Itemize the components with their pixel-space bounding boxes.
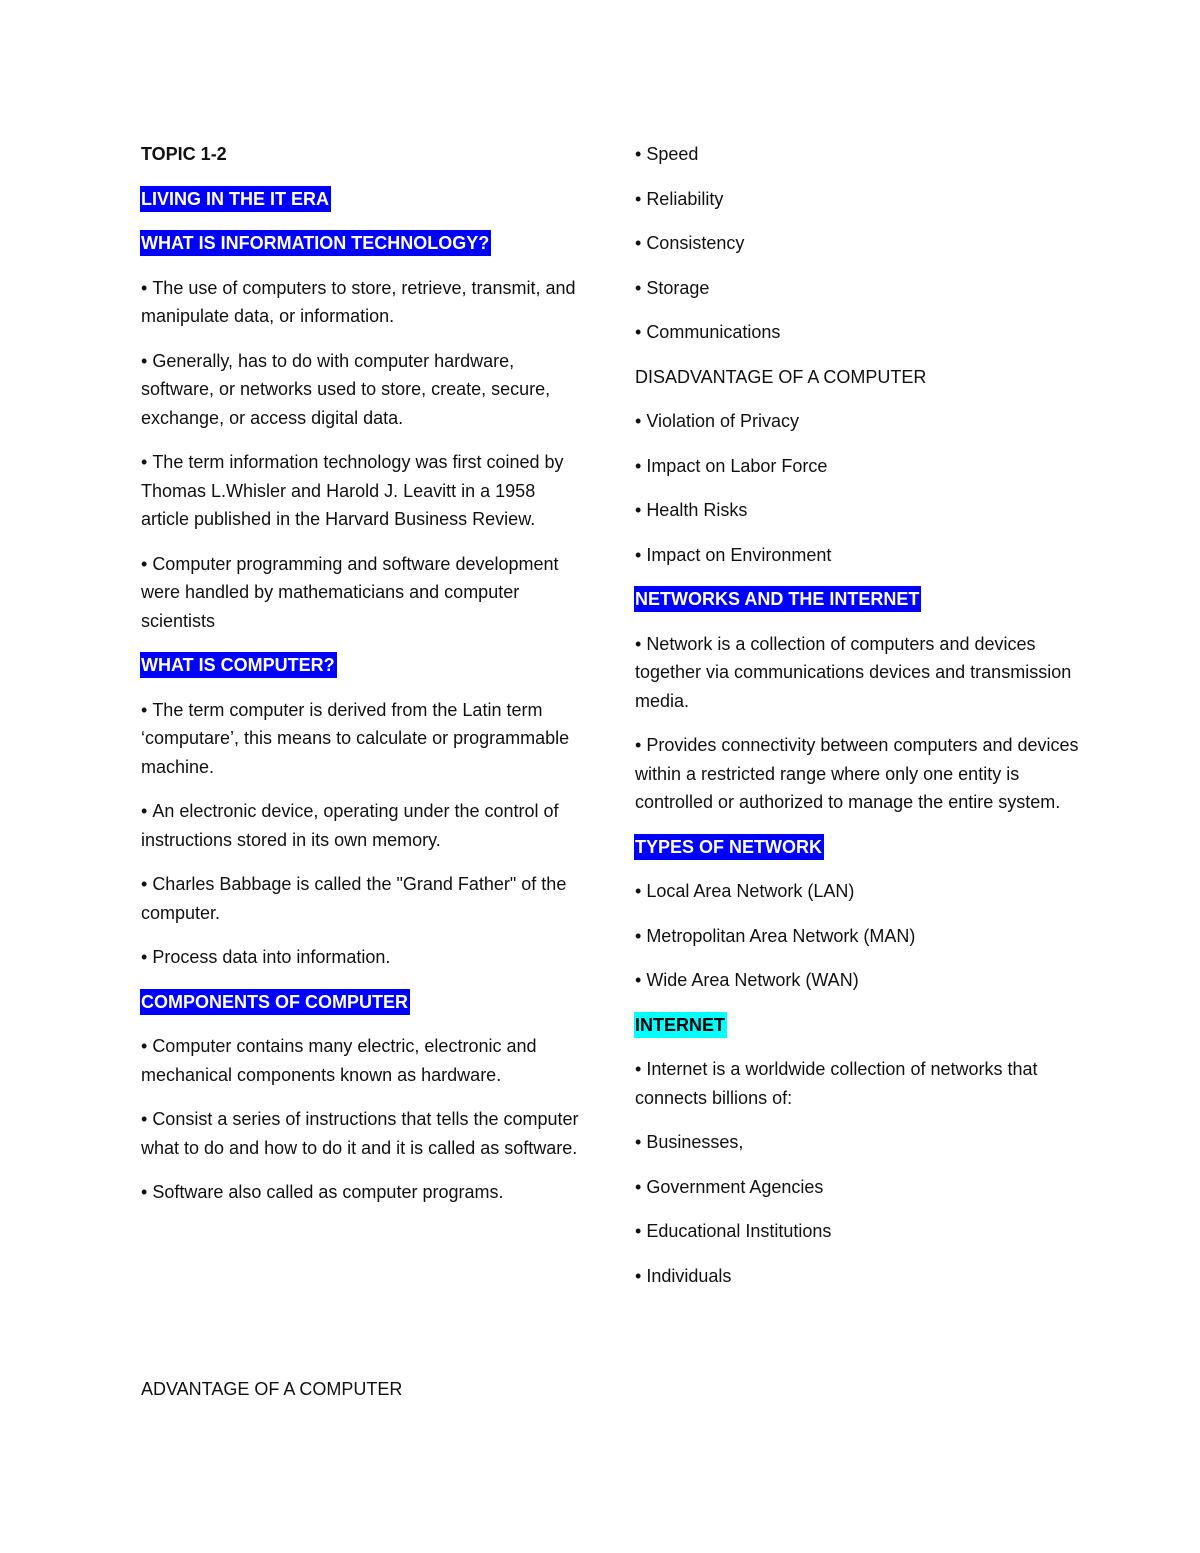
- list-item: • The term computer is derived from the Latin term ‘computare’, this means to calculate or programmable machine.: [141, 699, 570, 777]
- heading-components: COMPONENTS OF COMPUTER: [140, 989, 410, 1015]
- list-item: • Businesses,: [635, 1132, 744, 1152]
- list-item: • Reliability: [635, 188, 724, 209]
- list-item: • Violation of Privacy: [635, 411, 800, 431]
- heading-what-is-computer: WHAT IS COMPUTER?: [140, 652, 337, 678]
- list-item: • Generally, has to do with computer hardware, software, or networks used to store, create, secure, exchange, or access digital data.: [141, 350, 551, 428]
- heading-advantage: ADVANTAGE OF A COMPUTER: [141, 1379, 403, 1399]
- topic-title: TOPIC 1-2: [141, 144, 227, 164]
- list-item: • Metropolitan Area Network (MAN): [635, 925, 916, 946]
- list-item: • Government Agencies: [635, 1176, 824, 1197]
- list-item: • Network is a collection of computers and devices together via communications devices and transmission media.: [635, 633, 1072, 711]
- list-item: • Process data into information.: [141, 947, 391, 967]
- list-item: • An electronic device, operating under the control of instructions stored in its own memory.: [141, 801, 559, 850]
- right-column: [635, 140, 1085, 1306]
- list-item: • Wide Area Network (WAN): [635, 970, 859, 990]
- list-item: • Storage: [635, 277, 710, 298]
- list-item: • Individuals: [635, 1265, 732, 1286]
- list-item: • Provides connectivity between computers and devices within a restricted range where only one entity is controlled or authorized to manage the entire system.: [635, 735, 1079, 812]
- list-item: • Software also called as computer programs.: [141, 1182, 504, 1202]
- list-item: • Health Risks: [635, 500, 748, 520]
- heading-networks-internet: NETWORKS AND THE INTERNET: [634, 586, 921, 612]
- list-item: • Internet is a worldwide collection of networks that connects billions of:: [635, 1059, 1038, 1108]
- list-item: • Computer contains many electric, electronic and mechanical components known as hardware.: [141, 1036, 537, 1085]
- heading-living-in-it-era: LIVING IN THE IT ERA: [140, 186, 331, 212]
- list-item: • The term information technology was first coined by Thomas L.Whisler and Harold J. Leavitt in a 1958 article published in the Harvard Business Review.: [141, 452, 564, 529]
- heading-what-is-it: WHAT IS INFORMATION TECHNOLOGY?: [140, 230, 491, 256]
- list-item: • Educational Institutions: [635, 1221, 832, 1241]
- list-item: • The use of computers to store, retrieve, transmit, and manipulate data, or information.: [141, 277, 576, 326]
- list-item: • Charles Babbage is called the "Grand Father" of the computer.: [141, 874, 567, 923]
- list-item: • Computer programming and software development were handled by mathematicians and computer scientists: [141, 553, 559, 631]
- heading-disadvantage: DISADVANTAGE OF A COMPUTER: [635, 366, 927, 387]
- list-item: • Impact on Environment: [635, 544, 832, 565]
- list-item: • Consist a series of instructions that tells the computer what to do and how to do it and it is called as software.: [141, 1109, 579, 1158]
- list-item: • Communications: [635, 322, 781, 342]
- left-column: [141, 140, 581, 1223]
- heading-types-of-network: TYPES OF NETWORK: [634, 834, 824, 860]
- heading-internet: INTERNET: [634, 1012, 727, 1038]
- list-item: • Consistency: [635, 233, 745, 253]
- list-item: • Local Area Network (LAN): [635, 881, 855, 901]
- list-item: • Speed: [635, 144, 699, 164]
- list-item: • Impact on Labor Force: [635, 455, 828, 476]
